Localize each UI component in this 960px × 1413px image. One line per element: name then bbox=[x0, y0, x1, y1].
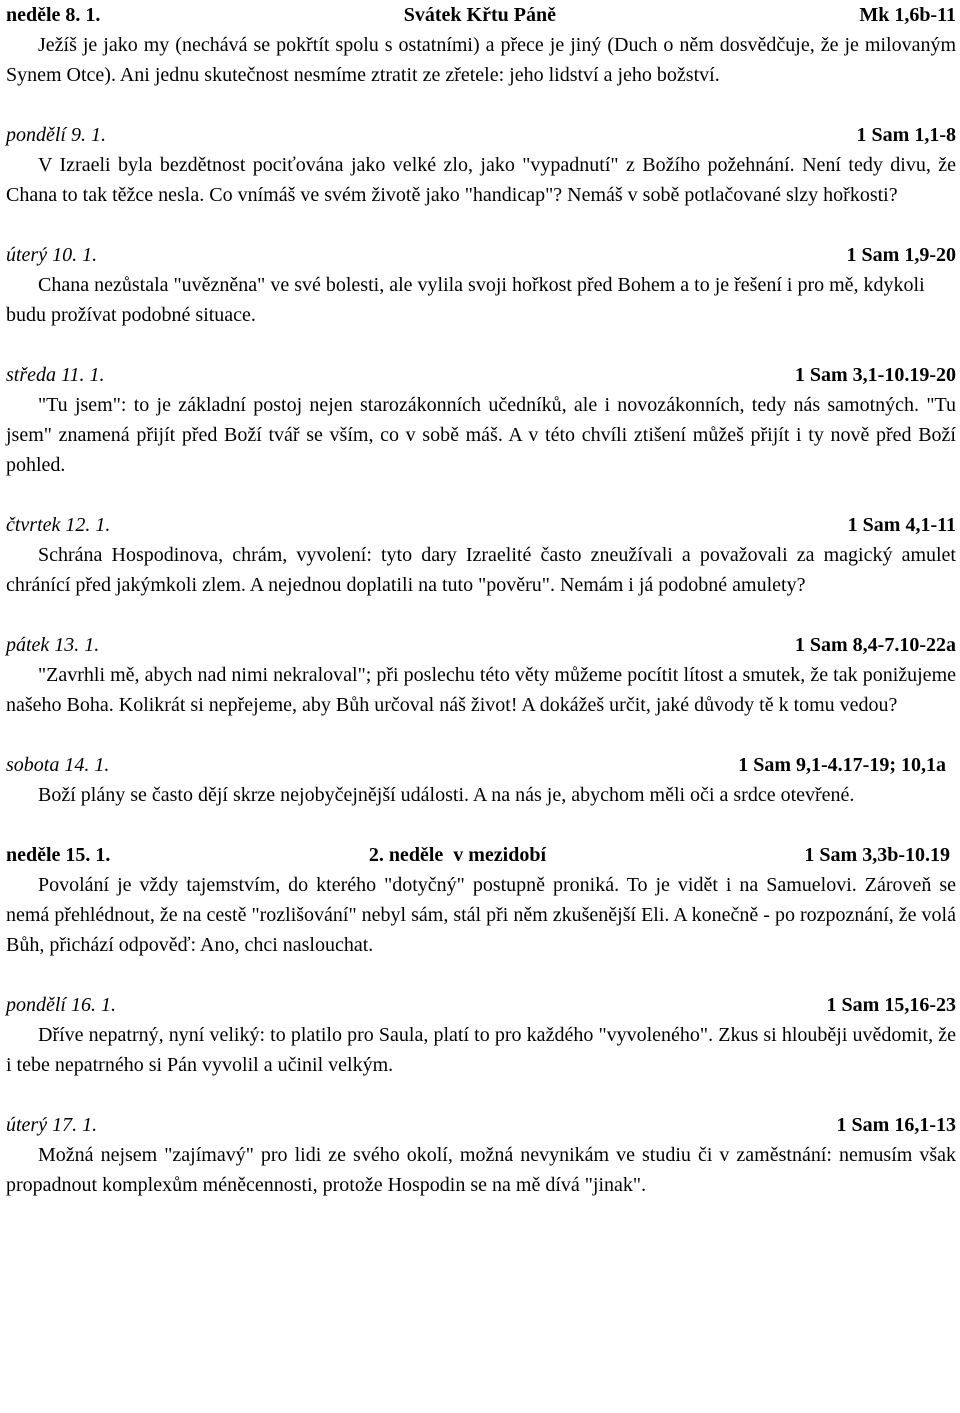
entry-sunday-8 bbox=[6, 0, 956, 90]
entry-tuesday-17 bbox=[6, 1110, 956, 1200]
entry-feast: 2. neděle v mezidobí bbox=[368, 844, 547, 866]
entry-text: V Izraeli byla bezdětnost pociťována jako velké zlo, jako "vypadnutí" z Božího požehnání. Není tedy divu, že Chana to tak těžce nesla. Co vnímáš ve svém životě jako "handicap"? Nemáš v sobě potlačované slzy hořkosti? bbox=[6, 154, 956, 206]
entry-feast: Svátek Křtu Páně bbox=[403, 4, 556, 26]
entry-date: čtvrtek 12. 1. bbox=[6, 514, 111, 536]
entry-header bbox=[6, 360, 956, 390]
entry-header bbox=[6, 120, 956, 150]
entry-text: Boží plány se často dějí skrze nejobyčejnější události. A na nás je, abychom měli oči a srdce otevřené. bbox=[38, 784, 855, 806]
entry-header bbox=[6, 990, 956, 1020]
entry-text: Možná nejsem "zajímavý" pro lidi ze svého okolí, možná nevynikám ve studiu či v zaměstnání: nemusím však propadnout komplexům méněcennosti, protože Hospodin se na mě dívá "jinak". bbox=[6, 1144, 956, 1196]
entry-reference: 1 Sam 3,1-10.19-20 bbox=[794, 364, 956, 386]
entry-text: Dříve nepatrný, nyní veliký: to platilo pro Saula, platí to pro každého "vyvoleného". Zkus si hlouběji uvědomit, že i tebe nepatrného si Pán vyvolil a učinil velkým. bbox=[6, 1024, 956, 1076]
entry-reference: 1 Sam 3,3b-10.19 bbox=[804, 844, 950, 866]
entry-reference: 1 Sam 16,1-13 bbox=[836, 1114, 956, 1136]
entry-reference: 1 Sam 8,4-7.10-22a bbox=[794, 634, 956, 656]
entry-header bbox=[6, 840, 956, 870]
entry-reference: 1 Sam 9,1-4.17-19; 10,1a bbox=[738, 754, 946, 776]
entry-reference: 1 Sam 4,1-11 bbox=[847, 514, 956, 536]
entry-header bbox=[6, 630, 956, 660]
entry-date: neděle 8. 1. bbox=[6, 4, 101, 26]
entry-saturday-14 bbox=[6, 750, 956, 810]
entry-date: pondělí 16. 1. bbox=[6, 994, 116, 1016]
entry-text: Chana nezůstala "uvězněna" ve své bolesti, ale vylila svoji hořkost před Bohem a to je řešení i pro mě, kdykoli budu prožívat podobné situace. bbox=[6, 274, 925, 326]
entry-date: pondělí 9. 1. bbox=[6, 124, 106, 146]
entry-text: "Zavrhli mě, abych nad nimi nekraloval"; při poslechu této věty můžeme pocítit lítost a smutek, že tak ponižujeme našeho Boha. Kolikrát si nepřejeme, aby Bůh určoval náš život! A dokážeš určit, jaké důvody tě k tomu vedou? bbox=[6, 664, 956, 716]
entry-date: neděle 15. 1. bbox=[6, 844, 111, 866]
entry-reference: 1 Sam 1,9-20 bbox=[846, 244, 956, 266]
entry-sunday-15 bbox=[6, 840, 956, 960]
entry-header bbox=[6, 510, 956, 540]
entry-date: sobota 14. 1. bbox=[6, 754, 110, 776]
entry-date: úterý 17. 1. bbox=[6, 1114, 98, 1136]
entry-text: Ježíš je jako my (nechává se pokřtít spolu s ostatními) a přece je jiný (Duch o něm dosvědčuje, že je milovaným Synem Otce). Ani jednu skutečnost nesmíme ztratit ze zřetele: jeho lidství a jeho božství. bbox=[6, 34, 956, 86]
entry-header bbox=[6, 1110, 956, 1140]
entry-header bbox=[6, 750, 956, 780]
entry-text: Schrána Hospodinova, chrám, vyvolení: tyto dary Izraelité často zneužívali a považovali za magický amulet chránící před jakýmkoli zlem. A nejednou doplatili na tuto "pověru". Nemám i já podobné amulety? bbox=[6, 544, 956, 596]
entry-monday-9 bbox=[6, 120, 956, 210]
entry-date: středa 11. 1. bbox=[6, 364, 105, 386]
entry-reference: Mk 1,6b-11 bbox=[859, 4, 956, 26]
entry-date: úterý 10. 1. bbox=[6, 244, 98, 266]
entry-tuesday-10 bbox=[6, 240, 956, 330]
entry-reference: 1 Sam 1,1-8 bbox=[856, 124, 956, 146]
entry-header bbox=[6, 240, 956, 270]
entry-friday-13 bbox=[6, 630, 956, 720]
entry-date: pátek 13. 1. bbox=[6, 634, 100, 656]
entry-monday-16 bbox=[6, 990, 956, 1080]
entry-text: "Tu jsem": to je základní postoj nejen starozákonních učedníků, ale i novozákonních, tedy nás samotných. "Tu jsem" znamená přijít před Boží tvář se vším, co v sobě máš. A v této chvíli ztišení můžeš přijít i ty nově před Boží pohled. bbox=[6, 394, 956, 476]
entry-reference: 1 Sam 15,16-23 bbox=[826, 994, 956, 1016]
entry-wednesday-11 bbox=[6, 360, 956, 480]
entry-thursday-12 bbox=[6, 510, 956, 600]
entry-header bbox=[6, 0, 956, 30]
entry-text: Povolání je vždy tajemstvím, do kterého "dotyčný" postupně proniká. To je vidět i na Samuelovi. Zároveň se nemá přehlédnout, že na cestě "rozlišování" nebyl sám, stál při něm zkušenější Eli. A konečně - po rozpoznání, že volá Bůh, přichází odpověď: Ano, chci naslouchat. bbox=[6, 874, 956, 956]
